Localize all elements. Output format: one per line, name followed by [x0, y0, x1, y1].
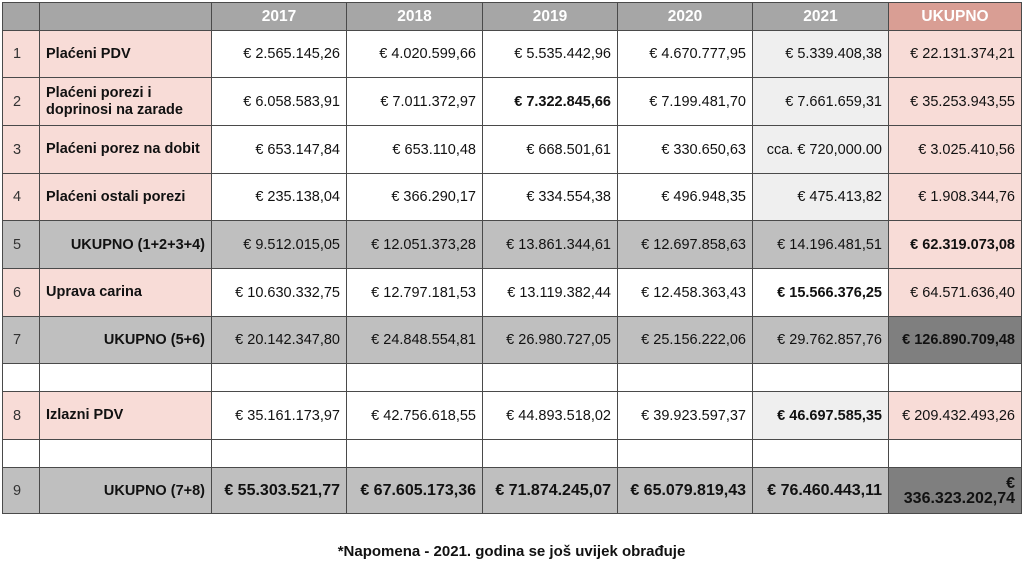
empty-cell — [40, 364, 212, 392]
value-cell: € 39.923.597,37 — [618, 392, 753, 440]
value-cell: € 668.501,61 — [483, 126, 618, 174]
empty-cell — [347, 440, 483, 468]
value-cell: € 9.512.015,05 — [212, 221, 347, 269]
row-label: Plaćeni PDV — [40, 31, 212, 78]
value-cell: € 24.848.554,81 — [347, 317, 483, 364]
empty-cell — [212, 440, 347, 468]
row-label: Uprava carina — [40, 269, 212, 317]
table-header-row — [3, 3, 1022, 31]
empty-cell — [3, 364, 40, 392]
total-cell: € 64.571.636,40 — [889, 269, 1022, 317]
value-cell: € 67.605.173,36 — [347, 468, 483, 514]
row-index: 1 — [3, 31, 40, 78]
value-cell: € 26.980.727,05 — [483, 317, 618, 364]
value-cell: € 12.458.363,43 — [618, 269, 753, 317]
value-cell: € 7.011.372,97 — [347, 78, 483, 126]
spacer-row — [3, 440, 1022, 468]
spacer-row — [3, 364, 1022, 392]
row-index: 7 — [3, 317, 40, 364]
empty-cell — [347, 364, 483, 392]
value-cell: € 14.196.481,51 — [753, 221, 889, 269]
row-index: 2 — [3, 78, 40, 126]
value-cell: € 5.339.408,38 — [753, 31, 889, 78]
value-cell: € 4.020.599,66 — [347, 31, 483, 78]
row-label: UKUPNO (1+2+3+4) — [40, 221, 212, 269]
header-blank-cell — [3, 3, 40, 31]
value-cell: cca. € 720,000.00 — [753, 126, 889, 174]
table-row — [3, 221, 1022, 269]
value-cell: € 7.199.481,70 — [618, 78, 753, 126]
tax-table — [2, 2, 1022, 514]
value-cell: € 2.565.145,26 — [212, 31, 347, 78]
row-label: UKUPNO (5+6) — [40, 317, 212, 364]
value-cell: € 330.650,63 — [618, 126, 753, 174]
table-row — [3, 468, 1022, 514]
row-index: 9 — [3, 468, 40, 514]
row-index: 8 — [3, 392, 40, 440]
value-cell: € 35.161.173,97 — [212, 392, 347, 440]
table-row — [3, 31, 1022, 78]
row-index: 6 — [3, 269, 40, 317]
value-cell: € 15.566.376,25 — [753, 269, 889, 317]
value-cell: € 65.079.819,43 — [618, 468, 753, 514]
value-cell: € 25.156.222,06 — [618, 317, 753, 364]
table-row — [3, 78, 1022, 126]
value-cell: € 42.756.618,55 — [347, 392, 483, 440]
value-cell: € 20.142.347,80 — [212, 317, 347, 364]
value-cell: € 10.630.332,75 — [212, 269, 347, 317]
total-cell: € 209.432.493,26 — [889, 392, 1022, 440]
total-cell: € 35.253.943,55 — [889, 78, 1022, 126]
empty-cell — [889, 440, 1022, 468]
total-cell: € 126.890.709,48 — [889, 317, 1022, 364]
value-cell: € 12.051.373,28 — [347, 221, 483, 269]
value-cell: € 46.697.585,35 — [753, 392, 889, 440]
header-year: 2020 — [618, 3, 753, 31]
empty-cell — [753, 440, 889, 468]
row-label: Plaćeni porezi i doprinosi na zarade — [40, 78, 212, 126]
table-row — [3, 269, 1022, 317]
value-cell: € 44.893.518,02 — [483, 392, 618, 440]
total-cell — [889, 468, 1022, 514]
row-label: Izlazni PDV — [40, 392, 212, 440]
empty-cell — [753, 364, 889, 392]
value-cell: € 71.874.245,07 — [483, 468, 618, 514]
total-cell: € 22.131.374,21 — [889, 31, 1022, 78]
total-cell: € 1.908.344,76 — [889, 174, 1022, 221]
value-cell: € 13.861.344,61 — [483, 221, 618, 269]
empty-cell — [618, 364, 753, 392]
value-cell: € 29.762.857,76 — [753, 317, 889, 364]
row-index: 4 — [3, 174, 40, 221]
value-cell: € 653.110,48 — [347, 126, 483, 174]
total-amount: 336.323.202,74 — [903, 489, 1015, 507]
value-cell: € 5.535.442,96 — [483, 31, 618, 78]
row-label: Plaćeni porez na dobit — [40, 126, 212, 174]
value-cell: € 6.058.583,91 — [212, 78, 347, 126]
row-label: Plaćeni ostali porezi — [40, 174, 212, 221]
header-year: 2019 — [483, 3, 618, 31]
table-row — [3, 126, 1022, 174]
value-cell: € 55.303.521,77 — [212, 468, 347, 514]
footnote: *Napomena - 2021. godina se još uvijek obrađuje — [337, 543, 686, 560]
empty-cell — [3, 440, 40, 468]
header-total: UKUPNO — [889, 3, 1022, 31]
value-cell: € 12.797.181,53 — [347, 269, 483, 317]
empty-cell — [483, 440, 618, 468]
header-blank-cell — [40, 3, 212, 31]
row-index: 5 — [3, 221, 40, 269]
row-index: 3 — [3, 126, 40, 174]
table-row — [3, 392, 1022, 440]
value-cell: € 7.322.845,66 — [483, 78, 618, 126]
empty-cell — [889, 364, 1022, 392]
row-label: UKUPNO (7+8) — [40, 468, 212, 514]
value-cell: € 76.460.443,11 — [753, 468, 889, 514]
value-cell: € 4.670.777,95 — [618, 31, 753, 78]
value-cell: € 235.138,04 — [212, 174, 347, 221]
table-row — [3, 174, 1022, 221]
total-cell: € 62.319.073,08 — [889, 221, 1022, 269]
header-year: 2021 — [753, 3, 889, 31]
value-cell: € 12.697.858,63 — [618, 221, 753, 269]
header-year: 2018 — [347, 3, 483, 31]
empty-cell — [483, 364, 618, 392]
empty-cell — [618, 440, 753, 468]
table-row — [3, 317, 1022, 364]
value-cell: € 13.119.382,44 — [483, 269, 618, 317]
value-cell: € 7.661.659,31 — [753, 78, 889, 126]
value-cell: € 653.147,84 — [212, 126, 347, 174]
total-cell: € 3.025.410,56 — [889, 126, 1022, 174]
value-cell: € 334.554,38 — [483, 174, 618, 221]
value-cell: € 496.948,35 — [618, 174, 753, 221]
empty-cell — [40, 440, 212, 468]
total-currency: € — [1006, 474, 1015, 492]
value-cell: € 366.290,17 — [347, 174, 483, 221]
empty-cell — [212, 364, 347, 392]
value-cell: € 475.413,82 — [753, 174, 889, 221]
header-year: 2017 — [212, 3, 347, 31]
